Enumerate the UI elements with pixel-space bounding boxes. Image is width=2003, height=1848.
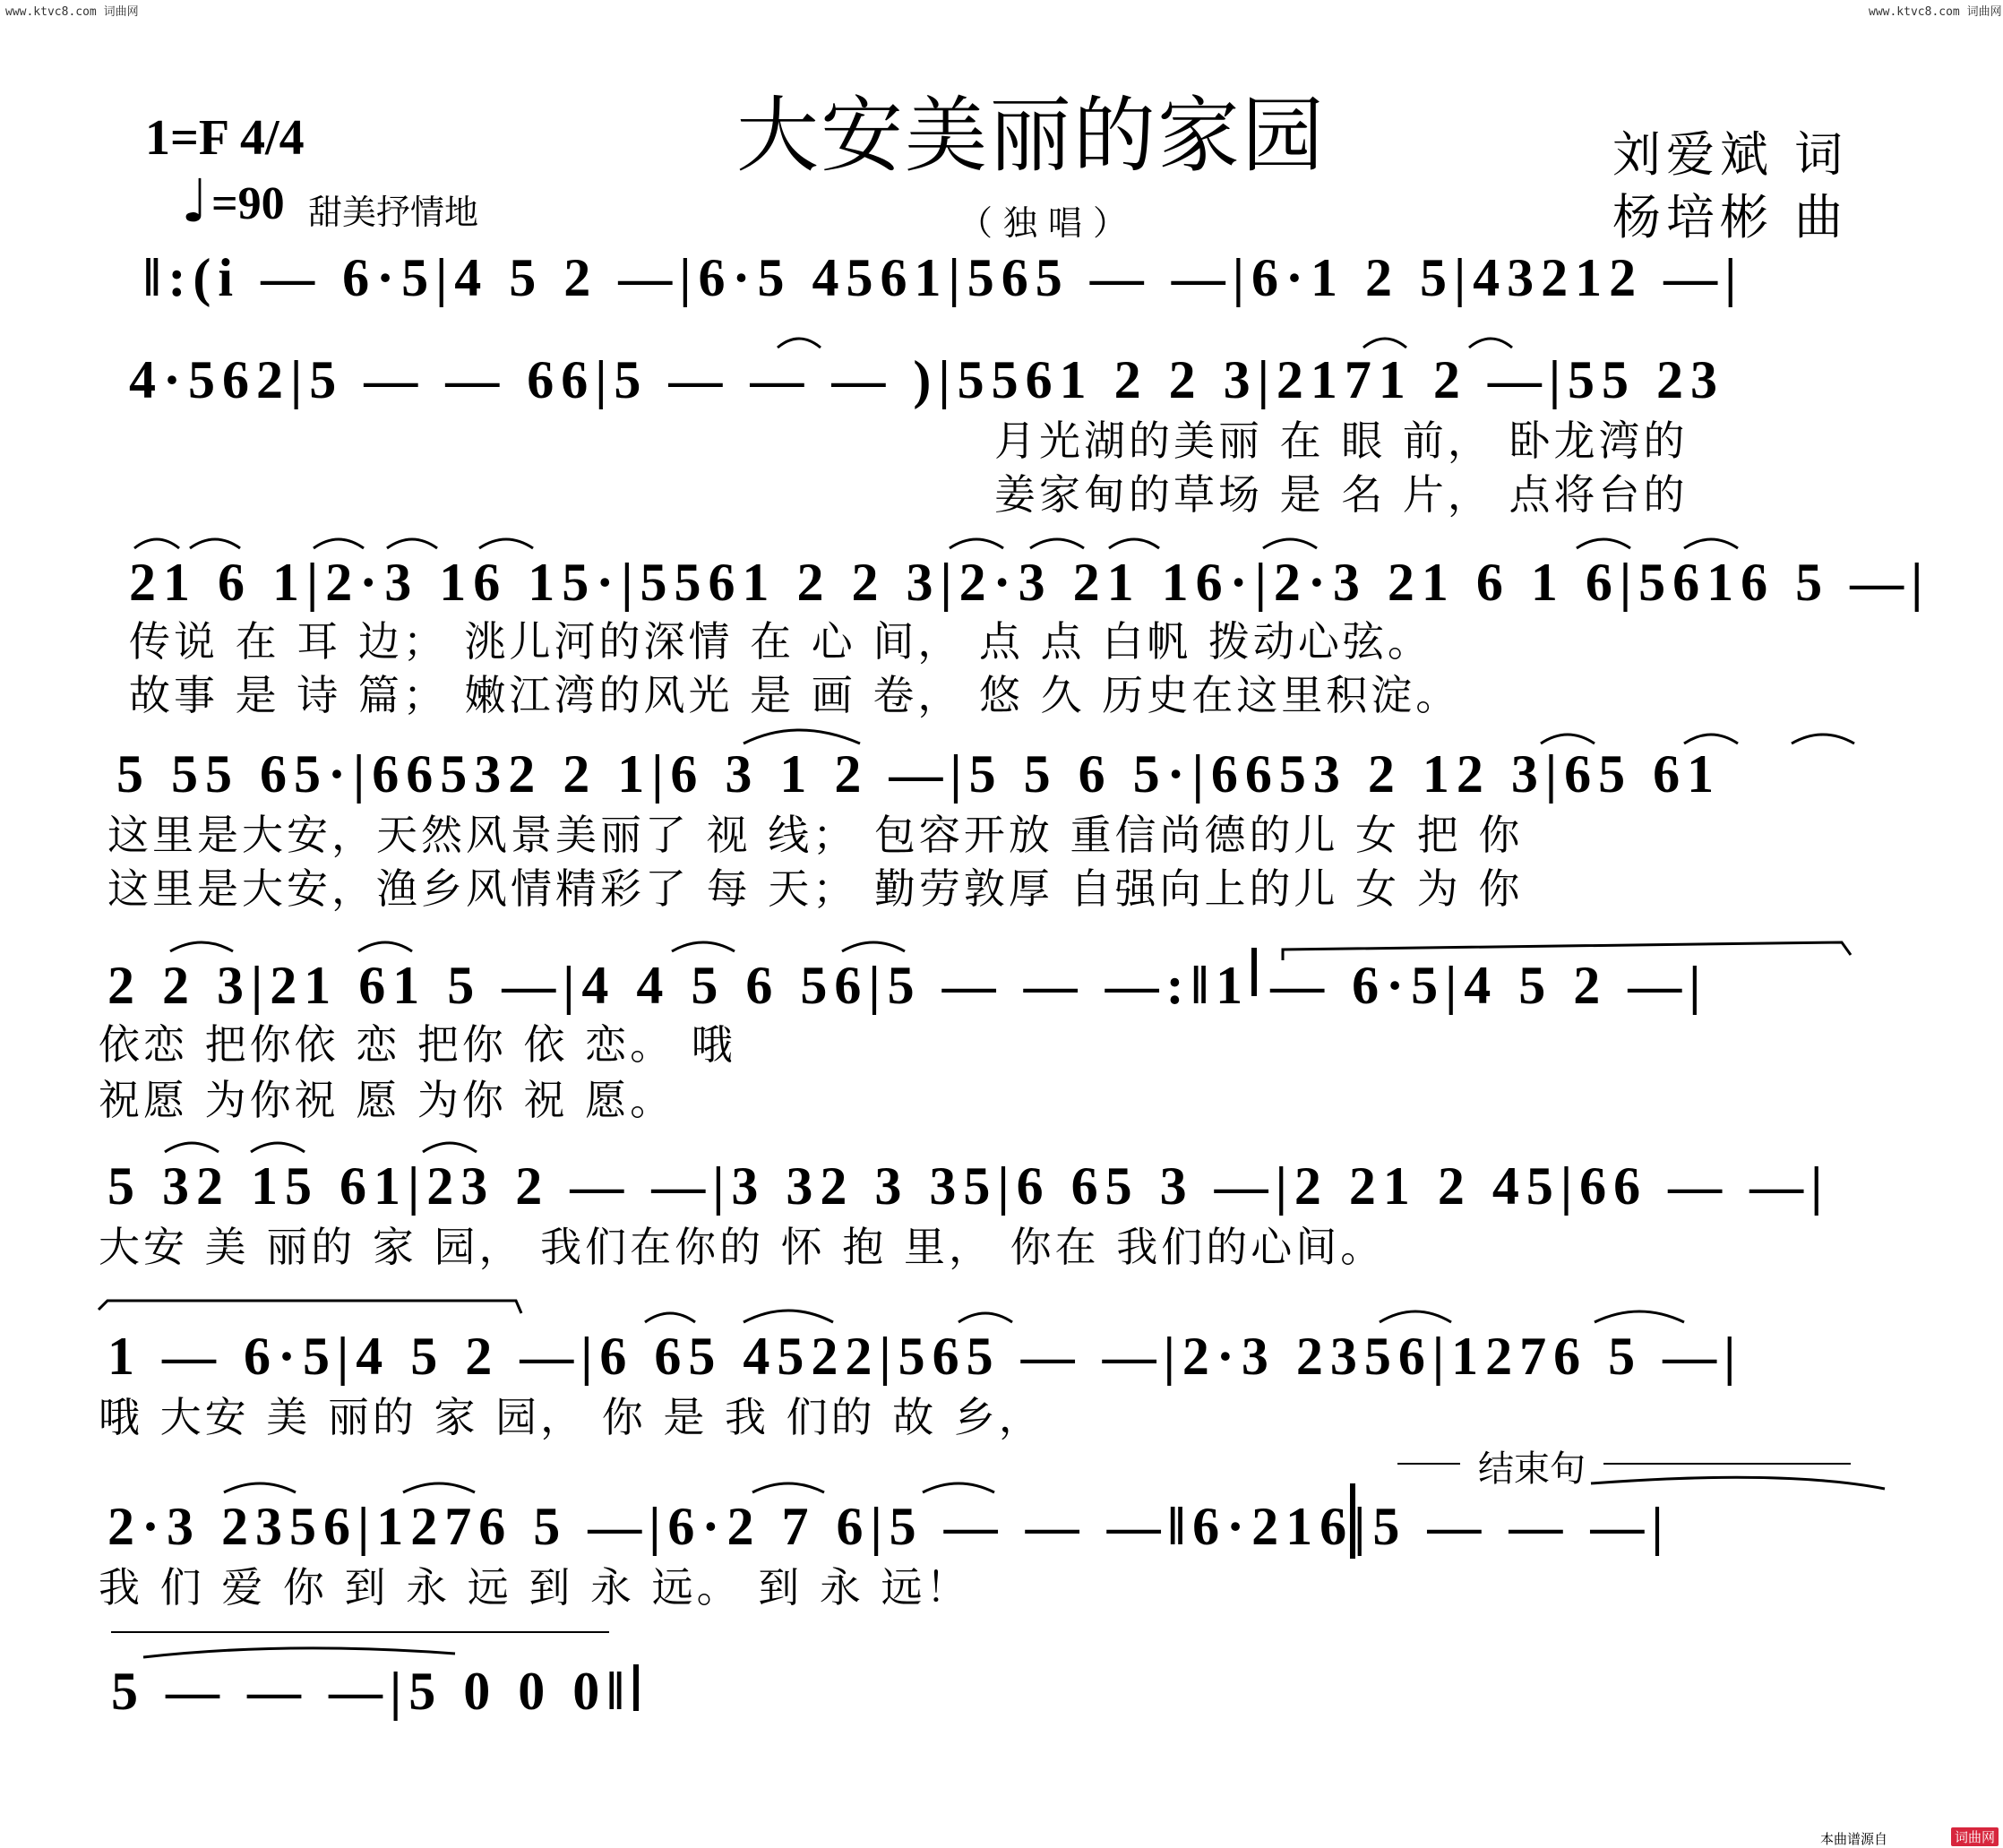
slur xyxy=(1595,1311,1684,1322)
lyrics-line-6: 大安 美 丽的 家 园， 我们在你的 怀 抱 里， 你在 我们的心间。 xyxy=(99,1223,1386,1271)
slur xyxy=(672,942,735,951)
source-note: 本曲谱源自 xyxy=(1820,1831,1888,1847)
slur xyxy=(744,1311,833,1322)
slur xyxy=(744,730,860,743)
composer-credit: 杨培彬 曲 xyxy=(1612,189,1849,245)
slur xyxy=(479,539,533,548)
lyrics-line-3-verse-1: 传说 在 耳 边； 洮儿河的深情 在 心 间， 点 点 白帆 拨动心弦。 xyxy=(129,617,1432,666)
slur xyxy=(1380,1311,1451,1322)
slur xyxy=(1469,339,1512,348)
notation-line-5: 2 2 3|21 61 5 —|4 4 5 6 56|5 — — —:‖1 — 6·5|4 5 2 —| xyxy=(107,956,1708,1015)
slur xyxy=(423,1143,477,1152)
slur xyxy=(1541,735,1595,743)
slur xyxy=(752,1483,824,1492)
performance-type: （独唱） xyxy=(959,203,1139,243)
site-watermark-right: www.ktvc8.com 词曲网 xyxy=(1869,5,2002,19)
site-watermark-left: www.ktvc8.com 词曲网 xyxy=(5,5,139,19)
lyrics-line-8: 我 们 爱 你 到 永 远 到 永 远。 到 永 远！ xyxy=(99,1563,971,1612)
notation-line-6: 5 32 15 61|23 2 — —|3 32 3 35|6 65 3 —|2 21 2 45|66 — —| xyxy=(107,1156,1830,1216)
lyrics-line-2-verse-2: 姜家甸的草场 是 名 片， 点将台的 xyxy=(994,470,1689,519)
slur xyxy=(165,1143,219,1152)
lyrics-line-2-verse-1: 月光湖的美丽 在 眼 前， 卧龙湾的 xyxy=(994,417,1689,465)
expression-marking: 甜美抒情地 xyxy=(308,193,479,232)
quarter-note-icon: ♩ xyxy=(181,167,210,236)
notation-line-1: ‖:(i — 6·5|4 5 2 —|6·5 4561|565 — —|6·1 2 5|43212 —| xyxy=(143,248,1744,307)
slur xyxy=(314,539,364,548)
key-signature: 1=F 4/4 xyxy=(145,110,305,166)
lyrics-line-4-verse-2: 这里是大安，渔乡风情精彩了 每 天； 勤劳敦厚 自强向上的儿 女 为 你 xyxy=(107,864,1524,913)
slur xyxy=(403,1483,475,1492)
slur xyxy=(134,539,179,548)
slur xyxy=(1684,735,1738,743)
lyrics-line-7: 哦 大安 美 丽的 家 园， 你 是 我 们的 故 乡， xyxy=(99,1393,1044,1441)
slur xyxy=(1684,539,1738,548)
site-badge[interactable]: 词曲网 xyxy=(1951,1827,1999,1846)
slur xyxy=(251,1143,305,1152)
slur xyxy=(190,539,240,548)
slur xyxy=(950,539,1003,548)
slur xyxy=(224,1483,296,1492)
slur xyxy=(842,942,905,951)
lyricist-credit: 刘爱斌 词 xyxy=(1612,126,1849,183)
slur xyxy=(1030,539,1084,548)
slur xyxy=(1792,735,1854,743)
slur xyxy=(387,539,437,548)
first-ending-bracket xyxy=(1283,942,1851,960)
second-ending-bracket xyxy=(99,1301,521,1313)
slur xyxy=(358,942,412,951)
notation-line-8: 2·3 2356|1276 5 —|6·2 7 6|5 — — —‖6·216|5 — — —| xyxy=(107,1497,1671,1556)
closing-tie xyxy=(143,1648,455,1657)
slur xyxy=(778,339,821,348)
slur xyxy=(1109,539,1159,548)
slur xyxy=(923,1483,994,1492)
song-title: 大安美丽的家园 xyxy=(736,88,1327,184)
slur xyxy=(1577,539,1630,548)
slur xyxy=(645,1313,695,1322)
notation-line-9: 5 — — —|5 0 0 0‖ xyxy=(111,1662,632,1721)
final-tie xyxy=(1591,1477,1885,1489)
notation-line-7: 1 — 6·5|4 5 2 —|6 65 4522|565 — —|2·3 2356|1276 5 —| xyxy=(107,1327,1743,1386)
slur xyxy=(1363,339,1406,348)
notation-line-3: 21 6 1|2·3 16 15·|5561 2 2 3|2·3 21 16·|2·3 21 6 1 6|5616 5 —| xyxy=(129,553,1930,612)
notation-line-4: 5 55 65·|66532 2 1|6 3 1 2 —|5 5 6 5·|6653 2 12 3|65 61 xyxy=(116,744,1722,804)
ending-label: 结束句 xyxy=(1478,1448,1586,1490)
slur xyxy=(1263,539,1317,548)
notation-line-2: 4·562|5 — — 66|5 — — — )|5561 2 2 3|2171 2 —|55 23 xyxy=(129,350,1725,409)
slur xyxy=(170,942,233,951)
tempo-marking: =90 xyxy=(211,178,285,229)
lyrics-line-4-verse-1: 这里是大安，天然风景美丽了 视 线； 包容开放 重信尚德的儿 女 把 你 xyxy=(107,811,1524,859)
lyrics-line-3-verse-2: 故事 是 诗 篇； 嫩江湾的风光 是 画 卷， 悠 久 历史在这里积淀。 xyxy=(129,671,1461,719)
slur xyxy=(959,1313,1012,1322)
lyrics-line-5-verse-1: 依恋 把你依 恋 把你 依 恋。 哦 xyxy=(99,1020,736,1069)
lyrics-line-5-verse-2: 祝愿 为你祝 愿 为你 祝 愿。 xyxy=(99,1076,675,1124)
